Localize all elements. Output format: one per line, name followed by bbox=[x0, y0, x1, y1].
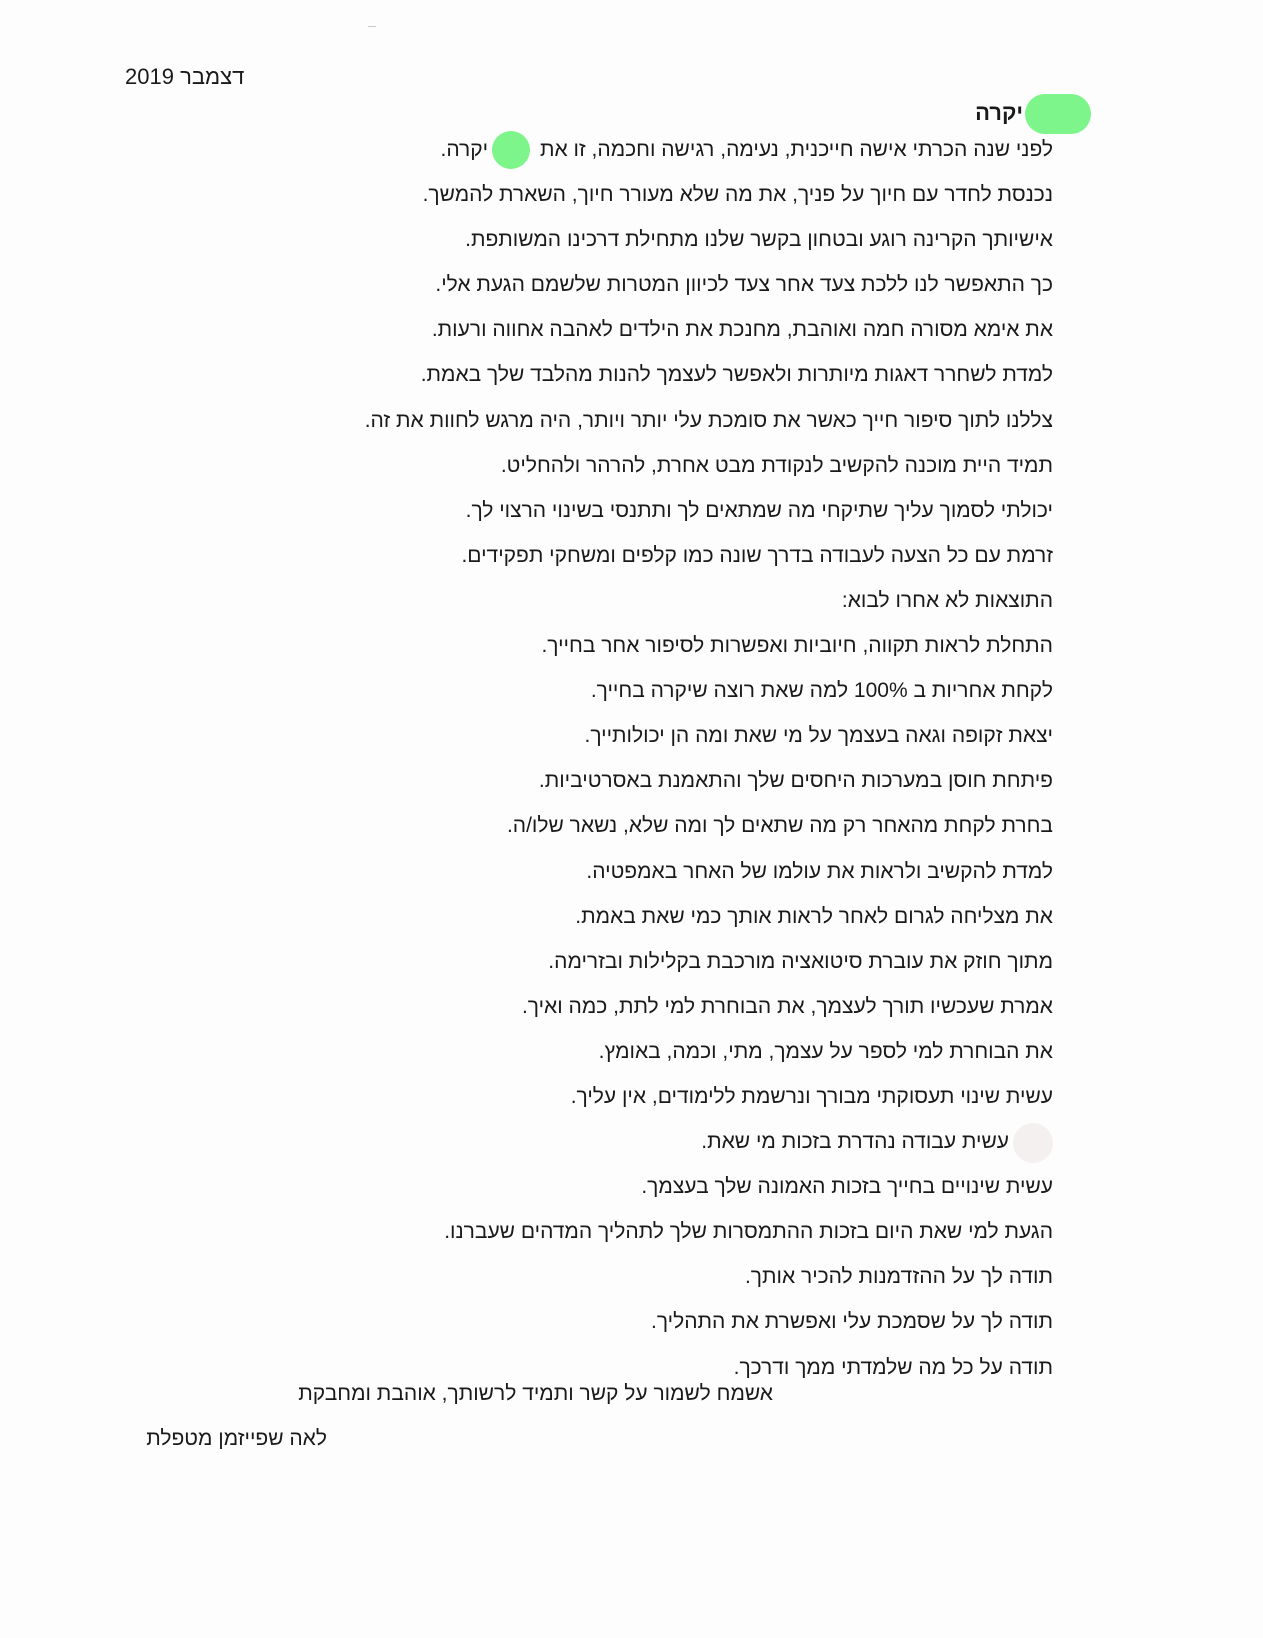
opening-text-before: לפני שנה הכרתי אישה חייכנית, נעימה, רגישה וחכמה, זו את bbox=[539, 138, 1053, 161]
letter-line: זרמת עם כל הצעה לעבודה בדרך שונה כמו קלפים ומשחקי תפקידים. bbox=[461, 543, 1053, 567]
greeting-text: יקרה bbox=[975, 99, 1023, 125]
letter-line: את הבוחרת למי לספר על עצמך, מתי, וכמה, באומץ. bbox=[598, 1039, 1053, 1063]
letter-line: למדת לשחרר דאגות מיותרות ולאפשר לעצמך להנות מהלבד שלך באמת. bbox=[420, 363, 1053, 387]
letter-line: פיתחת חוסן במערכות היחסים שלך והתאמנת באסרטיביות. bbox=[538, 769, 1053, 793]
letter-line-with-mark bbox=[293, 1122, 1053, 1167]
letter-line: התחלת לראות תקווה, חיוביות ואפשרות לסיפור אחר בחייך. bbox=[541, 634, 1053, 658]
letter-line: עשית שינוי תעסוקתי מבורך ונרשמת ללימודים, אין עליך. bbox=[570, 1084, 1053, 1108]
letter-line: את אימא מסורה חמה ואוהבת, מחנכת את הילדים לאהבה אחווה ורעות. bbox=[431, 318, 1053, 342]
faint-erasure-mark bbox=[1013, 1123, 1053, 1163]
letter-line: לקחת אחריות ב 100% למה שאת רוצה שיקרה בחייך. bbox=[590, 679, 1053, 703]
letter-line: תודה לך על שסמכת עלי ואפשרת את התהליך. bbox=[651, 1310, 1053, 1334]
letter-date: דצמבר 2019 bbox=[125, 64, 245, 89]
letter-line: אמרת שעכשיו תורך לעצמך, את הבוחרת למי לתת, כמה ואיך. bbox=[521, 994, 1053, 1018]
letter-line: עשית שינויים בחייך בזכות האמונה שלך בעצמך. bbox=[641, 1175, 1053, 1199]
letter-line: אישיותך הקרינה רוגע ובטחון בקשר שלנו מתחילת דרכינו המשותפת. bbox=[465, 228, 1053, 252]
opening-text-after: יקרה. bbox=[440, 138, 489, 161]
letter-line: בחרת לקחת מהאחר רק מה שתאים לך ומה שלא, נשאר שלו/ה. bbox=[506, 814, 1053, 838]
letter-line: מתוך חוזק את עוברת סיטואציה מורכבת בקלילות ובזרימה. bbox=[548, 949, 1053, 973]
letter-line: התוצאות לא אחרו לבוא: bbox=[841, 588, 1053, 612]
scan-speck bbox=[368, 26, 376, 27]
letter-line: למדת להקשיב ולראות את עולמו של האחר באמפטיה. bbox=[586, 859, 1053, 883]
letter-greeting bbox=[975, 94, 1091, 134]
letter-signature: לאה שפייזמן מטפלת bbox=[146, 1427, 327, 1450]
redacted-name-highlight bbox=[1025, 94, 1091, 134]
letter-line: הגעת למי שאת היום בזכות ההתמסרות שלך לתהליך המדהים שעברנו. bbox=[444, 1220, 1053, 1244]
letter-line: יכולתי לסמוך עליך שתיקחי מה שמתאים לך ותתנסי בשינוי הרצוי לך. bbox=[465, 498, 1053, 522]
letter-line: יצאת זקופה וגאה בעצמך על מי שאת ומה הן יכולותייך. bbox=[584, 724, 1053, 748]
redacted-name-highlight-inline bbox=[492, 131, 530, 169]
letter-body bbox=[293, 130, 1053, 1393]
letter-line-opening bbox=[293, 130, 1053, 175]
letter-line: תודה על כל מה שלמדתי ממך ודרכך. bbox=[733, 1355, 1053, 1379]
letter-line: את מצליחה לגרום לאחר לראות אותך כמי שאת באמת. bbox=[575, 904, 1053, 928]
letter-closing: אשמח לשמור על קשר ותמיד לרשותך, אוהבת ומחבקת bbox=[298, 1382, 773, 1405]
letter-line: נכנסת לחדר עם חיוך על פניך, את מה שלא מעורר חיוך, השארת להמשך. bbox=[422, 183, 1053, 207]
letter-line: תמיד היית מוכנה להקשיב לנקודת מבט אחרת, להרהר ולהחליט. bbox=[500, 453, 1053, 477]
letter-line: תודה לך על ההזדמנות להכיר אותך. bbox=[744, 1265, 1053, 1289]
letter-line: כך התאפשר לנו ללכת צעד אחר צעד לכיוון המטרות שלשמם הגעת אלי. bbox=[435, 273, 1053, 297]
letter-line: צללנו לתוך סיפור חייך כאשר את סומכת עלי יותר ויותר, היה מרגש לחוות את זה. bbox=[364, 408, 1053, 432]
letter-line-text: עשית עבודה נהדרת בזכות מי שאת. bbox=[701, 1130, 1009, 1154]
